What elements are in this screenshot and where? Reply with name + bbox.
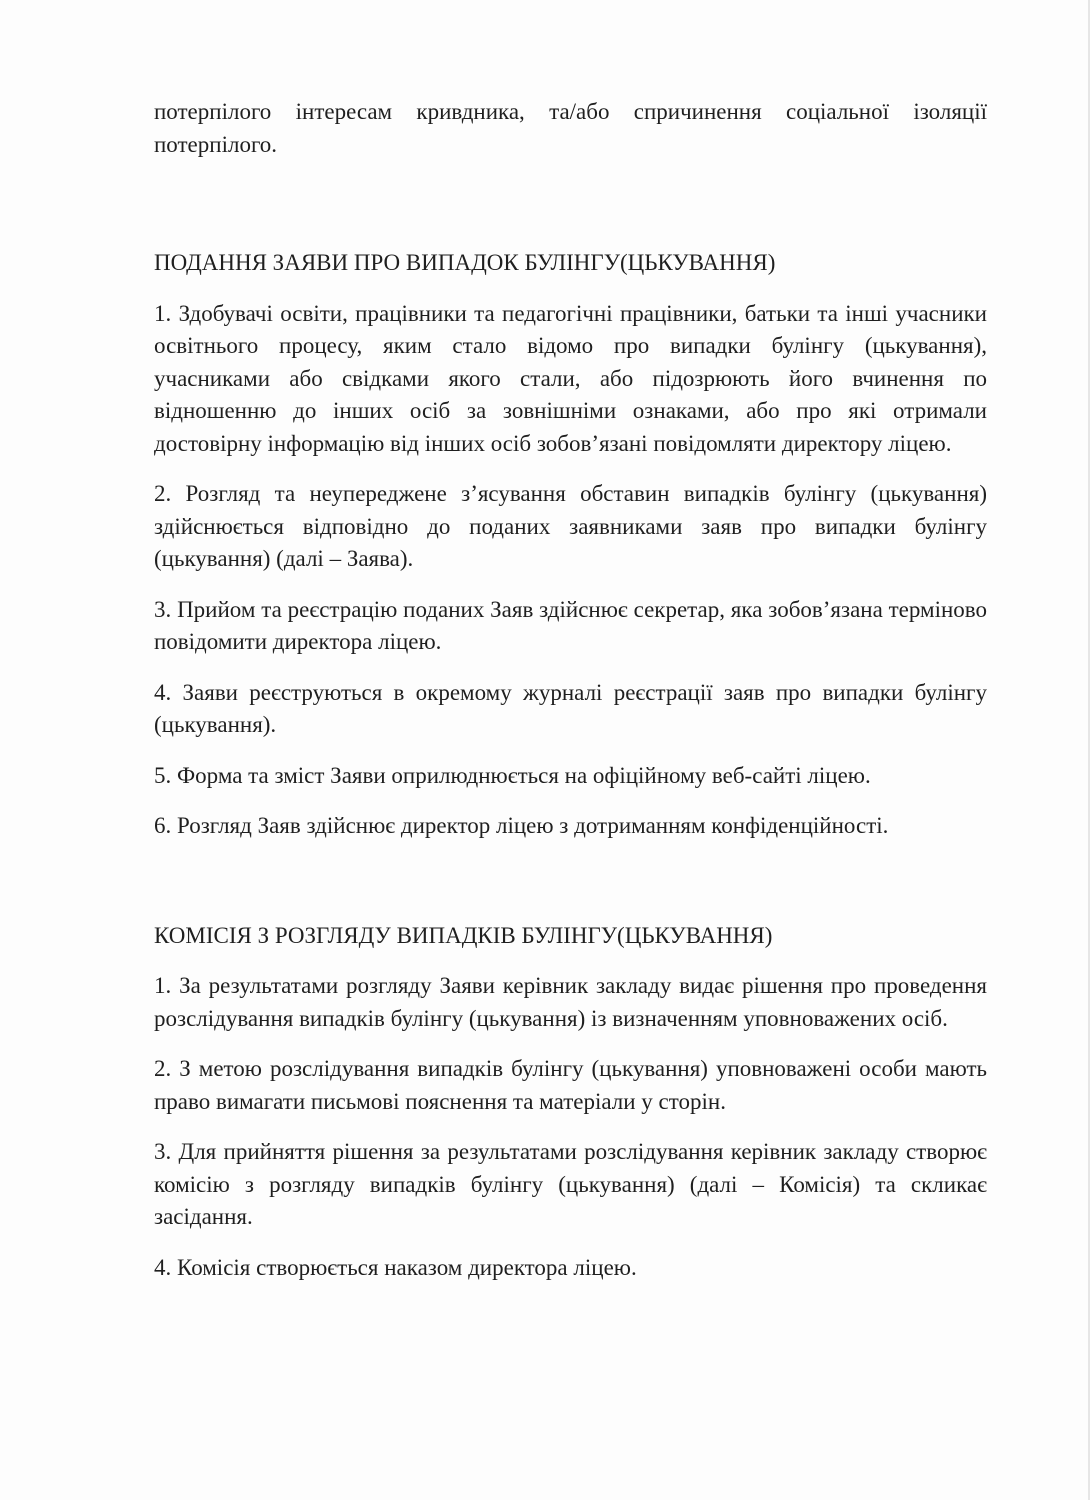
intro-paragraph: потерпілого інтересам кривдника, та/або спричинення соціальної ізоляції потерпілого. [154, 99, 987, 157]
section1-item-2: 2. Розгляд та неупереджене з’ясування обставин випадків булінгу (цькування) здійснюється відповідно до поданих заявниками заяв про випадки булінгу (цькування) (далі – Заява). [154, 481, 987, 571]
section-spacer [154, 179, 987, 247]
section-heading-application: ПОДАННЯ ЗАЯВИ ПРО ВИПАДОК БУЛІНГУ(ЦЬКУВАННЯ) [154, 250, 776, 275]
section1-item-4: 4. Заяви реєструються в окремому журналі реєстрації заяв про випадки булінгу (цькування). [154, 679, 987, 737]
section-heading-commission: КОМІСІЯ З РОЗГЛЯДУ ВИПАДКІВ БУЛІНГУ(ЦЬКУВАННЯ) [154, 922, 773, 948]
section1-item-1: 1. Здобувачі освіти, працівники та педагогічні працівники, батьки та інші учасники освітнього процесу, яким стало відомо про випадки булінгу (цькування), учасниками або свідками якого стали, або підозрюють його вчинення по відношенню до інших осіб за зовнішніми ознаками, або про які отримали достовірну інформацію від інших осіб зобов’язані повідомляти директору ліцею. [154, 300, 987, 456]
section2-item-4: 4. Комісія створюється наказом директора ліцею. [154, 1254, 637, 1280]
section1-item-3: 3. Прийом та реєстрацію поданих Заяв здійснює секретар, яка зобов’язана терміново повідомити директора ліцею. [154, 596, 987, 654]
document-content [154, 96, 987, 1302]
section1-item-6: 6. Розгляд Заяв здійснює директор ліцею з дотриманням конфіденційності. [154, 813, 889, 838]
section1-item-5: 5. Форма та зміст Заяви оприлюднюється на офіційному веб-сайті ліцею. [154, 762, 871, 788]
section2-item-2: 2. З метою розслідування випадків булінгу (цькування) уповноважені особи мають право вимагати письмові пояснення та матеріали у сторін. [154, 1056, 987, 1114]
section-spacer [154, 861, 987, 920]
section2-item-3: 3. Для прийняття рішення за результатами розслідування керівник закладу створює комісію з розгляду випадків булінгу (цькування) (далі – Комісія) та скликає засідання. [154, 1139, 987, 1229]
section2-item-1: 1. За результатами розгляду Заяви керівник закладу видає рішення про проведення розслідування випадків булінгу (цькування) із визначенням уповноважених осіб. [154, 973, 987, 1031]
